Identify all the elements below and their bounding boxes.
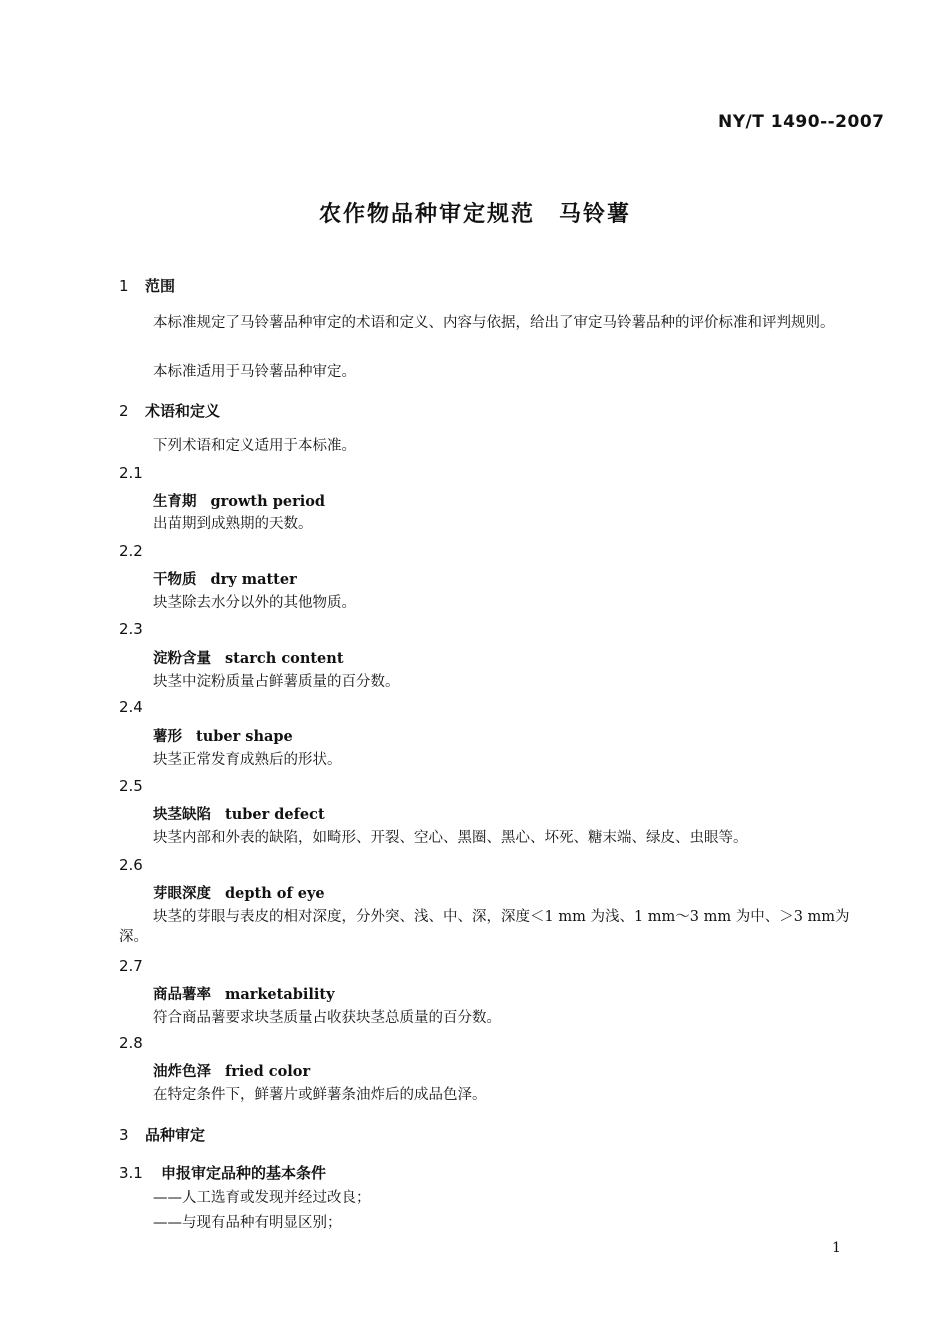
- term-en: marketability: [225, 986, 335, 1003]
- term-en: dry matter: [210, 571, 297, 588]
- term-cn: 油炸色泽: [153, 1063, 211, 1080]
- term-en: starch content: [225, 650, 344, 667]
- term-number: 2.5: [119, 777, 143, 795]
- term-number: 2.4: [119, 698, 143, 716]
- list-item: ——与现有品种有明显区别；: [153, 1215, 342, 1231]
- term-heading: [153, 803, 325, 824]
- term-number: 2.7: [119, 957, 143, 975]
- term-cn: 商品薯率: [153, 986, 211, 1003]
- term-cn: 淀粉含量: [153, 650, 211, 667]
- term-en: growth period: [210, 493, 326, 510]
- section-2-intro: 下列术语和定义适用于本标准。: [153, 438, 356, 454]
- list-item: ——人工选育或发现并经过改良；: [153, 1190, 371, 1206]
- term-definition: 块茎除去水分以外的其他物质。: [153, 595, 356, 611]
- section-1-paragraph-1: 本标准规定了马铃薯品种审定的术语和定义、内容与依据，给出了审定马铃薯品种的评价标准和评判规则。: [153, 315, 835, 331]
- section-3-heading: [119, 1124, 205, 1145]
- term-heading: [153, 568, 297, 589]
- term-en: tuber shape: [196, 728, 293, 745]
- term-definition: 块茎正常发育成熟后的形状。: [153, 752, 342, 768]
- term-heading: [153, 725, 293, 746]
- subsection-number: 3.1: [119, 1164, 143, 1182]
- section-2-heading: [119, 400, 220, 421]
- term-en: fried color: [225, 1063, 311, 1080]
- section-1-paragraph-2: 本标准适用于马铃薯品种审定。: [153, 364, 356, 380]
- term-en: depth of eye: [225, 885, 325, 902]
- term-definition: 出苗期到成熟期的天数。: [153, 516, 313, 532]
- term-heading: [153, 983, 335, 1004]
- term-definition: 块茎中淀粉质量占鲜薯质量的百分数。: [153, 674, 400, 690]
- term-cn: 生育期: [153, 493, 197, 510]
- term-definition: 块茎内部和外表的缺陷，如畸形、开裂、空心、黑圈、黑心、坏死、糖末端、绿皮、虫眼等。: [153, 830, 748, 846]
- section-title: 范围: [145, 277, 176, 295]
- term-number: 2.3: [119, 620, 143, 638]
- term-heading: [153, 490, 325, 511]
- section-1-heading: [119, 275, 175, 296]
- standard-code: NY/T 1490--2007: [718, 112, 885, 132]
- term-number: 2.2: [119, 542, 143, 560]
- term-number: 2.6: [119, 856, 143, 874]
- term-heading: [153, 882, 325, 903]
- term-definition: 块茎的芽眼与表皮的相对深度，分外突、浅、中、深，深度＜1 mm 为浅、1 mm～3 mm 为中、＞3 mm为深。: [119, 909, 850, 945]
- term-heading: [153, 1060, 310, 1081]
- term-definition: 符合商品薯要求块茎质量占收获块茎总质量的百分数。: [153, 1010, 501, 1026]
- term-definition: 在特定条件下，鲜薯片或鲜薯条油炸后的成品色泽。: [153, 1087, 487, 1103]
- section-number: 2: [119, 402, 129, 420]
- term-cn: 块茎缺陷: [153, 806, 211, 823]
- subsection-3-1-heading: [119, 1162, 326, 1183]
- page-number: 1: [832, 1240, 841, 1256]
- term-cn: 干物质: [153, 571, 197, 588]
- term-number: 2.1: [119, 464, 143, 482]
- document-title: 农作物品种审定规范 马铃薯: [318, 202, 631, 227]
- term-en: tuber defect: [225, 806, 325, 823]
- section-title: 品种审定: [145, 1126, 206, 1144]
- section-number: 1: [119, 277, 129, 295]
- term-number: 2.8: [119, 1034, 143, 1052]
- term-cn: 薯形: [153, 728, 182, 745]
- term-heading: [153, 647, 344, 668]
- subsection-title: 申报审定品种的基本条件: [161, 1164, 327, 1182]
- section-title: 术语和定义: [145, 402, 221, 420]
- section-number: 3: [119, 1126, 129, 1144]
- term-cn: 芽眼深度: [153, 885, 211, 902]
